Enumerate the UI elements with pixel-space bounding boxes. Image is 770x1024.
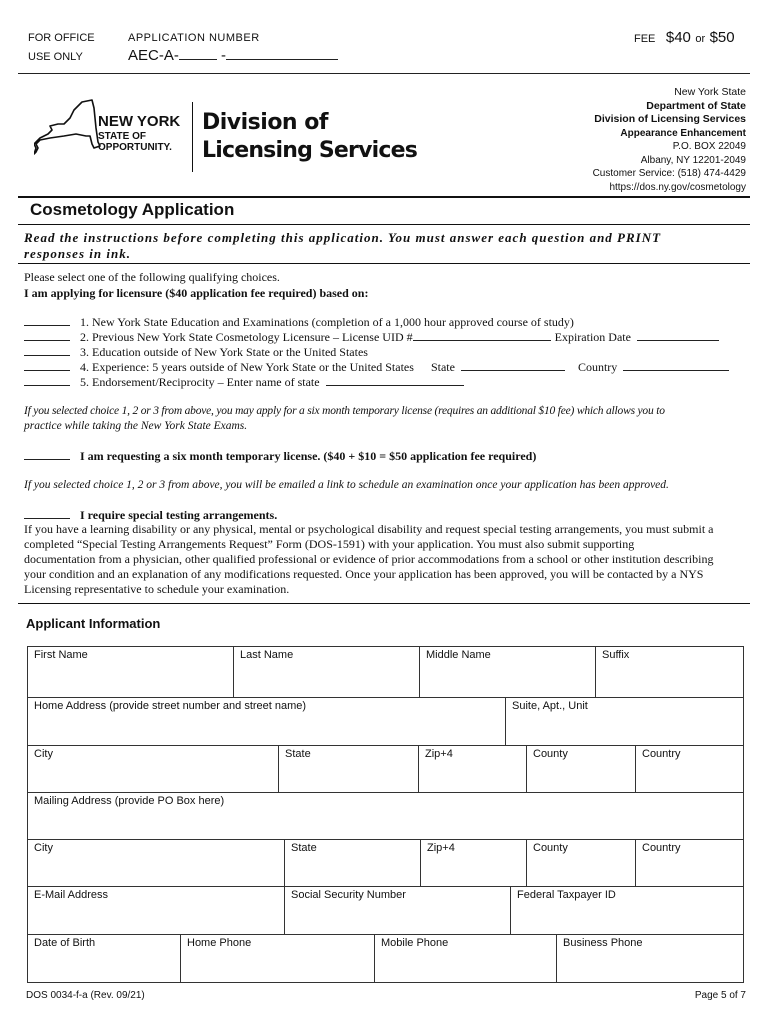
special-testing-request [24, 508, 277, 523]
home-county-label: County [533, 748, 568, 760]
mailing-county-field[interactable] [526, 840, 635, 886]
home-city-field[interactable] [28, 746, 278, 792]
title-bottom-rule [18, 224, 750, 225]
instructions-rule [18, 263, 750, 264]
contact-row [28, 887, 743, 935]
mailing-city-field[interactable] [28, 840, 284, 886]
special-para-line3: documentation from a physician, other qualified professional or evidence of prior accommodations from a school or other institution describing [24, 552, 714, 566]
mailing-address-row [28, 793, 743, 840]
instructions-line2: responses in ink. [24, 246, 131, 261]
choice-3 [24, 345, 368, 360]
phone-row [28, 935, 743, 983]
header-divider [18, 73, 750, 74]
fee-amount-40: $40 [665, 29, 691, 46]
home-phone-field[interactable] [180, 935, 374, 982]
fee-amount-50: $50 [709, 29, 735, 46]
middle-name-field[interactable] [419, 647, 595, 697]
address-line2: Department of State [646, 99, 746, 112]
address-line4: Appearance Enhancement [620, 127, 746, 139]
email-field[interactable] [28, 887, 284, 934]
choice-4 [24, 360, 739, 375]
home-city-label: City [34, 748, 53, 760]
home-city-row [28, 746, 743, 793]
special-testing-paragraph [24, 522, 714, 597]
suffix-field[interactable] [595, 647, 743, 697]
applying-text: I am applying for licensure ($40 application fee required) based on: [24, 286, 369, 300]
ny-state-outline-icon [34, 98, 102, 156]
home-address-label: Home Address (provide street number and street name) [34, 700, 307, 712]
mailing-city-label: City [34, 842, 53, 854]
choice-1 [24, 315, 574, 330]
license-uid-field[interactable] [413, 340, 551, 341]
expiration-date-field[interactable] [637, 340, 719, 341]
agency-address [593, 86, 746, 194]
name-row [28, 647, 743, 698]
choice-2-checkbox[interactable] [24, 340, 70, 341]
mailing-country-field[interactable] [635, 840, 743, 886]
home-state-field[interactable] [278, 746, 418, 792]
last-name-label: Last Name [240, 649, 294, 661]
last-name-field[interactable] [233, 647, 419, 697]
ssn-label: Social Security Number [291, 889, 406, 901]
special-para-line5: Licensing representative to schedule your examination. [24, 582, 290, 596]
expiration-date-label: Expiration Date [554, 330, 631, 344]
app-number-sep: - [221, 47, 227, 64]
choice-5-label: 5. Endorsement/Reciprocity – Enter name of state [80, 375, 320, 389]
ny-logo-line3: OPPORTUNITY. [98, 142, 172, 153]
choice-2-label: 2. Previous New York State Cosmetology Licensure – License UID # [80, 330, 413, 344]
special-testing-checkbox[interactable] [24, 518, 70, 519]
title-top-rule [18, 196, 750, 198]
special-para-line4: your condition and an explanation of any modifications requested. Once your application has been approved, you will be contacted by a NYS [24, 567, 704, 581]
endorsement-state-field[interactable] [326, 385, 464, 386]
mailing-city-row [28, 840, 743, 887]
suffix-label: Suffix [602, 649, 630, 661]
mobile-phone-label: Mobile Phone [381, 937, 449, 949]
first-name-label: First Name [34, 649, 88, 661]
home-address-row [28, 698, 743, 746]
temp-license-note-1: If you selected choice 1, 2 or 3 from above, you may apply for a six month temporary license (requires an additional $10 fee) which allows you to [24, 405, 665, 417]
home-address-field[interactable] [28, 698, 505, 745]
middle-name-label: Middle Name [426, 649, 491, 661]
suite-label: Suite, Apt., Unit [512, 700, 588, 712]
mobile-phone-field[interactable] [374, 935, 556, 982]
ftid-label: Federal Taxpayer ID [517, 889, 616, 901]
temp-license-label: I am requesting a six month temporary license. ($40 + $10 = $50 application fee required) [80, 449, 537, 463]
home-county-field[interactable] [526, 746, 635, 792]
applicant-info-table [27, 646, 744, 983]
address-line8: https://dos.ny.gov/cosmetology [609, 181, 746, 193]
mailing-zip-field[interactable] [420, 840, 526, 886]
first-name-field[interactable] [28, 647, 233, 697]
home-phone-label: Home Phone [187, 937, 252, 949]
choice-2 [24, 330, 729, 345]
select-text: Please select one of the following qualifying choices. [24, 270, 280, 284]
mailing-state-label: State [291, 842, 317, 854]
fee-or: or [695, 33, 706, 45]
address-line5: P.O. BOX 22049 [672, 141, 746, 152]
address-line6: Albany, NY 12201-2049 [640, 154, 746, 166]
temp-license-request [24, 449, 536, 464]
ny-logo-line1: NEW YORK [98, 113, 181, 130]
app-number-prefix: AEC-A- [128, 47, 179, 64]
application-number-label: APPLICATION NUMBER [128, 32, 260, 44]
suite-field[interactable] [505, 698, 743, 745]
fee-label: FEE [634, 33, 656, 45]
office-use-label-1: FOR OFFICE [28, 32, 95, 44]
choice-4-state-label: State [430, 360, 455, 374]
email-label: E-Mail Address [34, 889, 108, 901]
choice-1-checkbox[interactable] [24, 325, 70, 326]
business-phone-label: Business Phone [563, 937, 643, 949]
app-number-part1[interactable] [179, 59, 217, 60]
home-country-field[interactable] [635, 746, 743, 792]
dob-label: Date of Birth [34, 937, 96, 949]
division-title-line1: Division of [202, 110, 328, 135]
temp-license-checkbox[interactable] [24, 459, 70, 460]
ny-logo-line2: STATE OF [98, 131, 146, 142]
special-para-line2: completed “Special Testing Arrangements Request” Form (DOS-1591) with your application. You must also submit supporting [24, 537, 635, 551]
temp-license-note-2: practice while taking the New York State Exams. [24, 420, 248, 432]
fee-box [634, 29, 735, 47]
logo-divider [192, 102, 193, 172]
applicant-info-heading: Applicant Information [26, 616, 161, 631]
choice-3-checkbox[interactable] [24, 355, 70, 356]
address-line1: New York State [674, 86, 746, 98]
address-line7: Customer Service: (518) 474-4429 [592, 168, 746, 179]
mailing-country-label: Country [642, 842, 681, 854]
ssn-field[interactable] [284, 887, 510, 934]
division-title-line2: Licensing Services [202, 138, 418, 163]
special-testing-label: I require special testing arrangements. [80, 508, 278, 522]
app-number-part2[interactable] [226, 59, 338, 60]
choice-4-checkbox[interactable] [24, 370, 70, 371]
home-zip-label: Zip+4 [425, 748, 453, 760]
exam-note: If you selected choice 1, 2 or 3 from above, you will be emailed a link to schedule an examination once your application has been approved. [24, 479, 669, 491]
application-number-field[interactable] [128, 47, 338, 64]
choice-4-state-field[interactable] [461, 370, 565, 371]
choice-4-label: 4. Experience: 5 years outside of New York State or the United States [80, 360, 414, 374]
choice-3-label: 3. Education outside of New York State or the United States [80, 345, 368, 359]
choice-5 [24, 375, 474, 390]
dob-field[interactable] [28, 935, 180, 982]
instructions-line1: Read the instructions before completing this application. You must answer each question and PRINT [24, 230, 662, 245]
choice-4-country-field[interactable] [623, 370, 729, 371]
home-state-label: State [285, 748, 311, 760]
form-title: Cosmetology Application [30, 200, 235, 219]
office-use-label-2: USE ONLY [28, 51, 83, 63]
mailing-state-field[interactable] [284, 840, 420, 886]
home-country-label: Country [642, 748, 681, 760]
page-number: Page 5 of 7 [694, 990, 746, 1001]
ftid-field[interactable] [510, 887, 743, 934]
special-para-line1: If you have a learning disability or any physical, mental or psychological disability and request special testing arrangements, you must submit a [24, 522, 714, 536]
form-id: DOS 0034-f-a (Rev. 09/21) [26, 990, 145, 1001]
mailing-address-label: Mailing Address (provide PO Box here) [34, 795, 225, 807]
mailing-address-field[interactable] [28, 793, 743, 839]
mailing-zip-label: Zip+4 [427, 842, 455, 854]
applicant-section-rule [18, 603, 750, 604]
home-zip-field[interactable] [418, 746, 526, 792]
choice-5-checkbox[interactable] [24, 385, 70, 386]
business-phone-field[interactable] [556, 935, 743, 982]
choice-4-country-label: Country [577, 360, 618, 374]
choice-1-label: 1. New York State Education and Examinations (completion of a 1,000 hour approved course of study) [80, 315, 574, 329]
address-line3: Division of Licensing Services [594, 113, 746, 125]
mailing-county-label: County [533, 842, 568, 854]
